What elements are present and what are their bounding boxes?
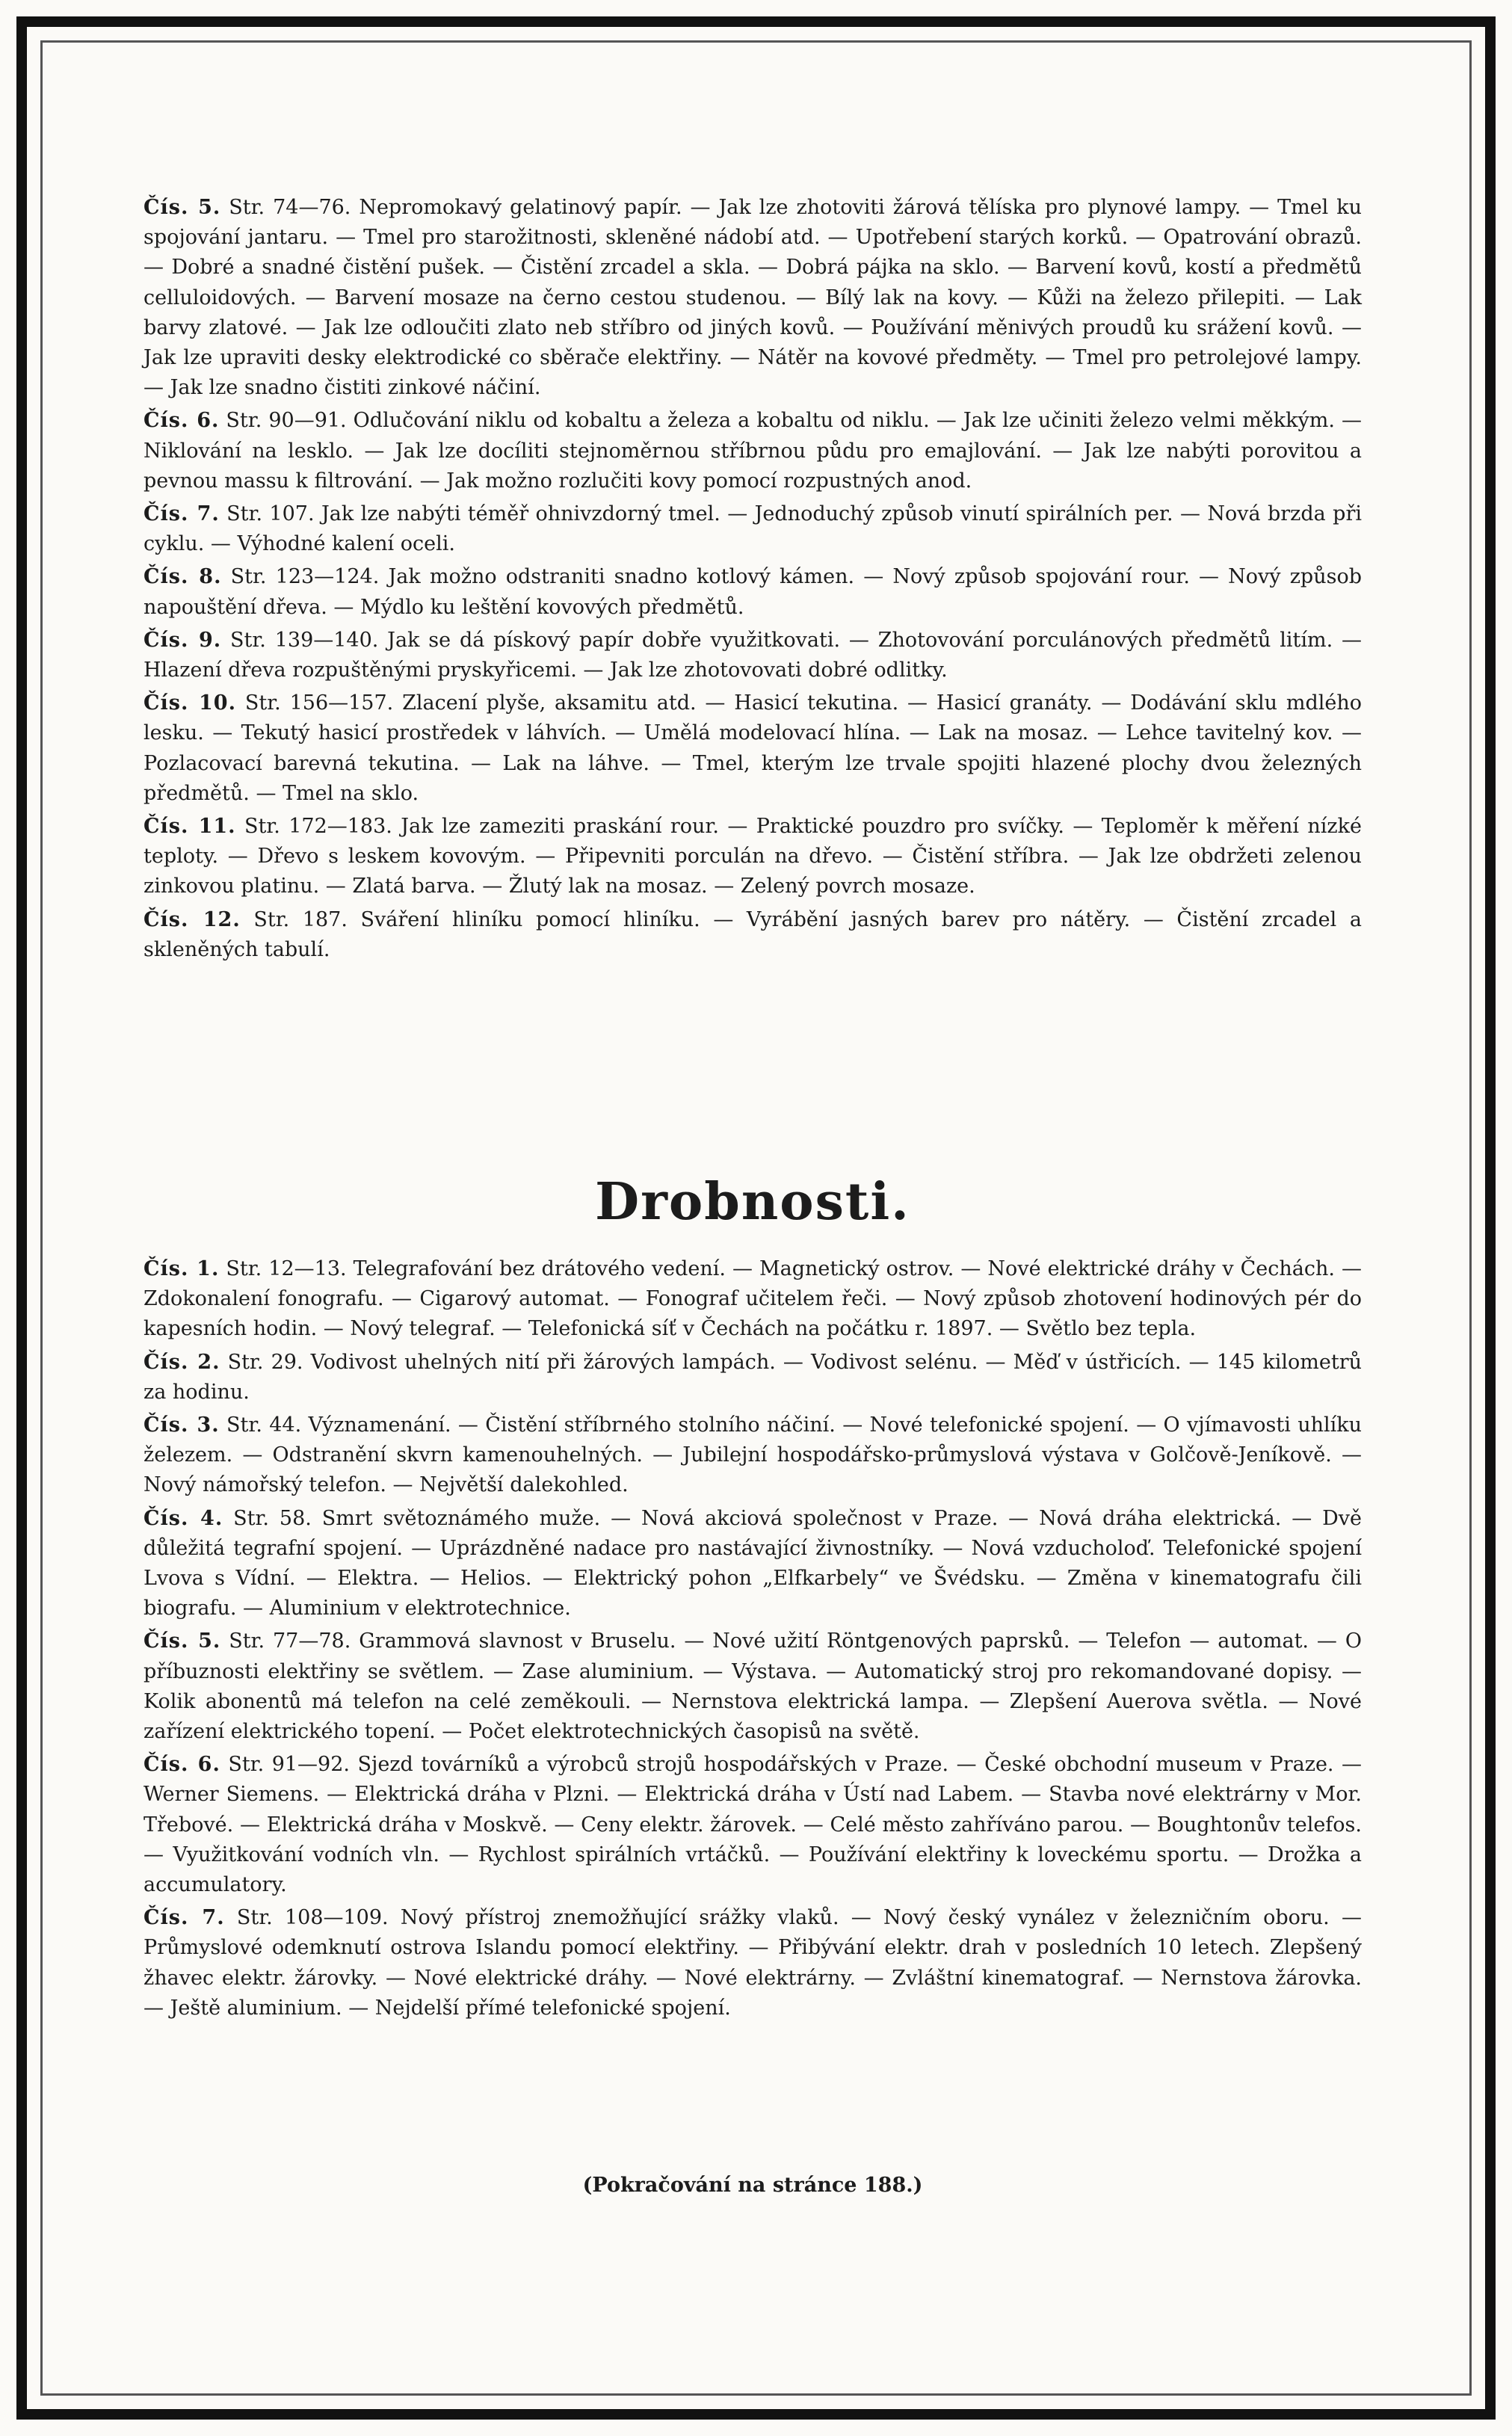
paragraph-4: Čís. 8. Str. 123—124. Jak možno odstraniti snadno kotlový kámen. — Nový způsob spojování rour. — Nový způsob napouštění dřeva. — Mýdlo ku leštění kovových předmětů. [144, 565, 1362, 619]
paragraph-3: Čís. 7. Str. 107. Jak lze nabýti téměř ohnivzdorný tmel. — Jednoduchý způsob vinutí spirálních per. — Nová brzda při cyklu. — Výhodné kalení oceli. [144, 502, 1362, 556]
paragraph-drobnosti-5: Čís. 5. Str. 77—78. Grammová slavnost v Bruselu. — Nové užití Röntgenových paprsků. — Telefon — automat. — O příbuznosti elektřiny se světlem. — Zase aluminium. — Výstava. — Automatický stroj pro rekomandované dopisy. — Kolik abonentů má telefon na celé zeměkouli. — Nernstova elektrická lampa. — Zlepšení Auerova světla. — Nové zařízení elektrického topení. — Počet elektrotechnických časopisů na světě. [144, 1629, 1362, 1744]
paragraph-6: Čís. 10. Str. 156—157. Zlacení plyše, aksamitu atd. — Hasicí tekutina. — Hasicí granáty. — Dodávání sklu mdlého lesku. — Tekutý hasicí prostředek v láhvích. — Umělá modelovací hlína. — Lak na mosaz. — Lehce tavitelný kov. — Pozlacovací barevná tekutina. — Lak na láhve. — Tmel, kterým lze trvale spojiti hlazené plochy dvou železných předmětů. — Tmel na sklo. [144, 691, 1362, 805]
section-technical-contents [144, 193, 1362, 965]
paragraph-drobnosti-6: Čís. 6. Str. 91—92. Sjezd továrníků a výrobců strojů hospodářských v Praze. — České obchodní museum v Praze. — Werner Siemens. — Elektrická dráha v Plzni. — Elektrická dráha v Ústí nad Labem. — Stavba nové elektrárny v Mor. Třebové. — Elektrická dráha v Moskvě. — Ceny elektr. žárovek. — Celé město zahříváno parou. — Boughtonův telefos. — Využitkování vodních vln. — Rychlost spirálních vrtáčků. — Používání elektřiny k loveckému sportu. — Drožka a accumulatory. [144, 1753, 1362, 1897]
continuation-note: (Pokračování na stránce 188.) [582, 2174, 923, 2197]
section-title: Drobnosti. [595, 1172, 910, 1232]
paragraph-2: Čís. 6. Str. 90—91. Odlučování niklu od kobaltu a železa a kobaltu od niklu. — Jak lze učiniti železo velmi měkkým. — Niklování na lesklo. — Jak lze docíliti stejnoměrnou stříbrnou půdu pro emajlování. — Jak lze nabýti porovitou a pevnou massu k filtrování. — Jak možno rozlučiti kovy pomocí rozpustných anod. [144, 409, 1362, 493]
paragraph-1: Čís. 5. Str. 74—76. Nepromokavý gelatinový papír. — Jak lze zhotoviti žárová tělíska pro plynové lampy. — Tmel ku spojování jantaru. — Tmel pro starožitnosti, skleněné nádobí atd. — Upotřebení starých korků. — Opatrování obrazů. — Dobré a snadné čistění pušek. — Čistění zrcadel a skla. — Dobrá pájka na sklo. — Barvení kovů, kostí a předmětů celluloidových. — Barvení mosaze na černo cestou studenou. — Bílý lak na kovy. — Kůži na železo přilepiti. — Lak barvy zlatové. — Jak lze odloučiti zlato neb stříbro od jiných kovů. — Používání měnivých proudů ku srážení kovů. — Jak lze upraviti desky elektrodické co sběrače elektřiny. — Nátěr na kovové předměty. — Tmel pro petrolejové lampy. — Jak lze snadno čistiti zinkové náčiní. [144, 196, 1363, 400]
paragraph-drobnosti-1: Čís. 1. Str. 12—13. Telegrafování bez drátového vedení. — Magnetický ostrov. — Nové elektrické dráhy v Čechách. — Zdokonalení fonografu. — Cigarový automat. — Fonograf učitelem řeči. — Nový způsob zhotovení hodinových pér do kapesních hodin. — Nový telegraf. — Telefonická síť v Čechách na počátku r. 1897. — Světlo bez tepla. [144, 1257, 1362, 1341]
paragraph-8: Čís. 12. Str. 187. Sváření hliníku pomocí hliníku. — Vyrábění jasných barev pro nátěry. — Čistění zrcadel a skleněných tabulí. [144, 907, 1362, 961]
paragraph-5: Čís. 9. Str. 139—140. Jak se dá pískový papír dobře využitkovati. — Zhotovování porculánových předmětů litím. — Hlazení dřeva rozpuštěnými pryskyřicemi. — Jak lze zhotovovati dobré odlitky. [144, 628, 1363, 682]
section-drobnosti [144, 1254, 1362, 2023]
paragraph-drobnosti-7: Čís. 7. Str. 108—109. Nový přístroj znemožňující srážky vlaků. — Nový český vynález v železničním oboru. — Průmyslové odemknutí ostrova Islandu pomocí elektřiny. — Přibývání elektr. drah v posledních 10 letech. Zlepšený žhavec elektr. žárovky. — Nové elektrické dráhy. — Nové elektrárny. — Zvláštní kinematograf. — Nernstova žárovka. — Ještě aluminium. — Nejdelší přímé telefonické spojení. [144, 1906, 1363, 2020]
content [144, 193, 1363, 2197]
paragraph-drobnosti-2: Čís. 2. Str. 29. Vodivost uhelných nití při žárových lampách. — Vodivost selénu. — Měď v ústřicích. — 145 kilometrů za hodinu. [144, 1350, 1362, 1404]
paragraph-7: Čís. 11. Str. 172—183. Jak lze zameziti praskání rour. — Praktické pouzdro pro svíčky. — Teploměr k měření nízké teploty. — Dřevo s leskem kovovým. — Připevniti porculán na dřevo. — Čistění stříbra. — Jak lze obdržeti zelenou zinkovou platinu. — Zlatá barva. — Žlutý lak na mosaz. — Zelený povrch mosaze. [144, 815, 1362, 898]
paragraph-drobnosti-4: Čís. 4. Str. 58. Smrt světoznámého muže. — Nová akciová společnost v Praze. — Nová dráha elektrická. — Dvě důležitá tegrafní spojení. — Uprázdněné nadace pro nastávající živnostníky. — Nová vzducholoď. Telefonické spojení Lvova s Vídní. — Elektra. — Helios. — Elektrický pohon „Elfkarbely“ ve Švédsku. — Změna v kinematografu čili biografu. — Aluminium v elektrotechnice. [144, 1506, 1362, 1621]
paragraph-drobnosti-3: Čís. 3. Str. 44. Významenání. — Čistění stříbrného stolního náčiní. — Nové telefonické spojení. — O vjímavosti uhlíku železem. — Odstranění skvrn kamenouhelných. — Jubilejní hospodářsko-průmyslová výstava v Golčově-Jeníkově. — Nový námořský telefon. — Největší dalekohled. [144, 1413, 1362, 1497]
